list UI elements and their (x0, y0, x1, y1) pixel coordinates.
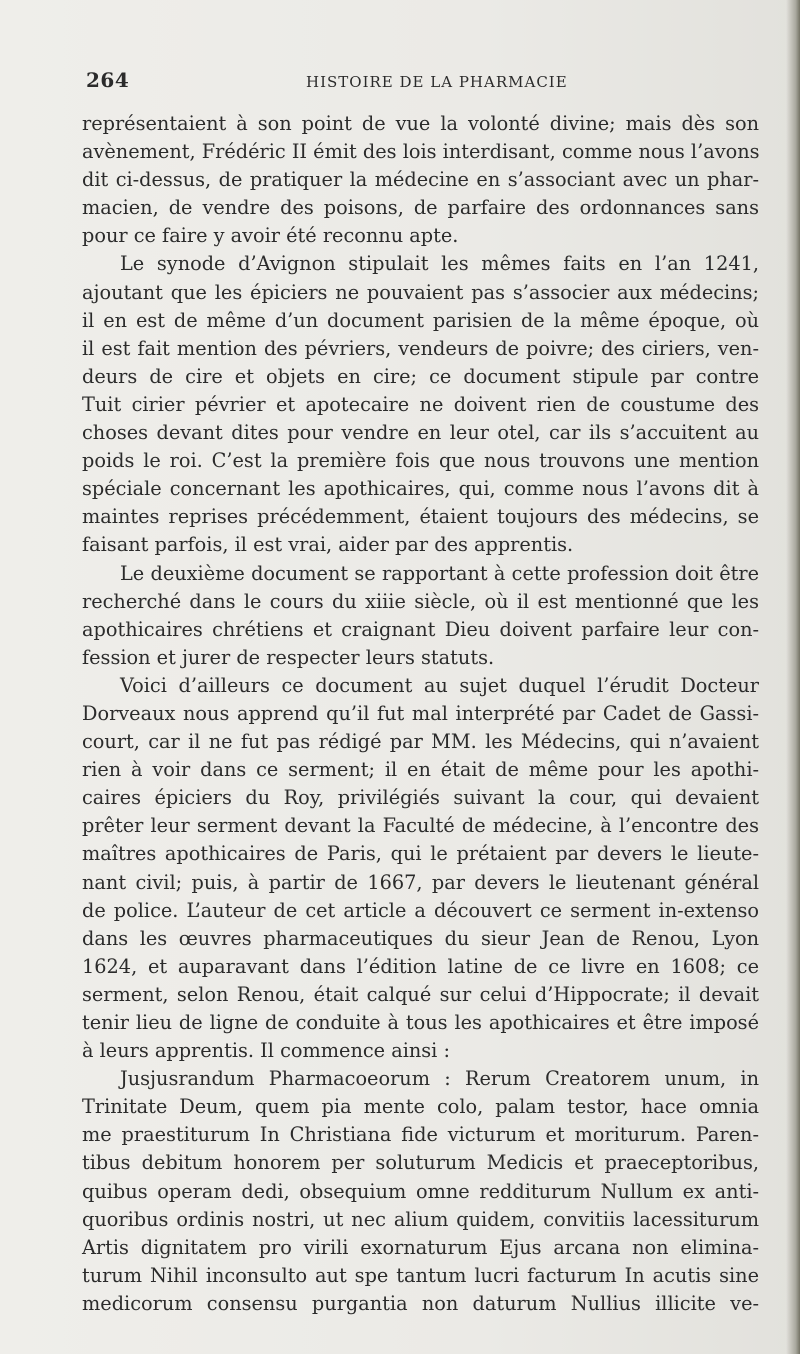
text-line: 1624, et auparavant dans l’édition latine de ce livre en 1608; ce (82, 954, 759, 978)
text-line: choses devant dites pour vendre en leur otel, car ils s’accuitent au (82, 421, 759, 445)
text-line: Voici d’ailleurs ce document au sujet duquel l’érudit Docteur (120, 673, 759, 697)
text-line: macien, de vendre des poisons, de parfaire des ordonnances sans (82, 196, 759, 220)
page-number: 264 (86, 68, 130, 92)
text-line: court, car il ne fut pas rédigé par MM. les Médecins, qui n’avaient (82, 730, 759, 754)
text-line: de police. L’auteur de cet article a découvert ce serment in-extenso (82, 898, 759, 922)
text-line: rien à voir dans ce serment; il en était de même pour les apothi- (82, 758, 759, 782)
text-line: tenir lieu de ligne de conduite à tous les apothicaires et être imposé (82, 1011, 759, 1034)
text-line: Le deuxième document se rapportant à cette profession doit être (120, 561, 759, 585)
text-line: deurs de cire et objets en cire; ce document stipule par contre (82, 364, 759, 388)
text-line: ajoutant que les épiciers ne pouvaient pas s’associer aux médecins; (82, 280, 759, 304)
text-line: pour ce faire y avoir été reconnu apte. (82, 224, 459, 248)
text-line: quibus operam dedi, obsequium omne redditurum Nullum ex anti- (82, 1179, 759, 1203)
text-line: il est fait mention des pévriers, vendeurs de poivre; des ciriers, ven- (82, 336, 759, 360)
text-line: Le synode d’Avignon stipulait les mêmes faits en l’an 1241, (120, 252, 759, 276)
text-line: quoribus ordinis nostri, ut nec alium quidem, convitiis lacessiturum (82, 1207, 759, 1231)
text-line: maîtres apothicaires de Paris, qui le prétaient par devers le lieute- (82, 842, 759, 866)
text-line: apothicaires chrétiens et craignant Dieu doivent parfaire leur con- (82, 617, 759, 641)
text-line: dit ci-dessus, de pratiquer la médecine en s’associant avec un phar- (82, 168, 759, 192)
text-line: Tuit cirier pévrier et apotecaire ne doivent rien de coustume des (82, 392, 759, 416)
text-line: Artis dignitatem pro virili exornaturum Ejus arcana non elimina- (82, 1235, 759, 1259)
text-line: faisant parfois, il est vrai, aider par des apprentis. (82, 533, 574, 557)
body-text (82, 110, 759, 1318)
text-line: maintes reprises précédemment, étaient toujours des médecins, se (82, 505, 759, 529)
page-header (86, 68, 726, 98)
text-line: medicorum consensu purgantia non daturum Nullius illicite ve- (82, 1291, 759, 1315)
text-line: turum Nihil inconsulto aut spe tantum lucri facturum In acutis sine (82, 1263, 759, 1287)
text-line: Trinitate Deum, quem pia mente colo, palam testor, hace omnia (82, 1095, 759, 1119)
text-line: à leurs apprentis. Il commence ainsi : (82, 1039, 450, 1063)
text-line: Dorveaux nous apprend qu’il fut mal interprété par Cadet de Gassi- (82, 701, 759, 725)
text-line: il en est de même d’un document parisien de la même époque, où (82, 308, 759, 332)
text-line: prêter leur serment devant la Faculté de médecine, à l’encontre des (82, 814, 759, 838)
text-line: nant civil; puis, à partir de 1667, par devers le lieutenant général (82, 870, 759, 894)
text-line: serment, selon Renou, était calqué sur celui d’Hippocrate; il devait (82, 982, 759, 1006)
text-line: avènement, Frédéric II émit des lois interdisant, comme nous l’avons (82, 140, 760, 164)
text-line: fession et jurer de respecter leurs statuts. (82, 645, 495, 669)
text-line: spéciale concernant les apothicaires, qui, comme nous l’avons dit à (82, 477, 759, 501)
text-line: caires épiciers du Roy, privilégiés suivant la cour, qui devaient (82, 786, 759, 810)
text-line: me praestiturum In Christiana fide victurum et moriturum. Paren- (82, 1123, 759, 1147)
text-line: Jusjusrandum Pharmacoeorum : Rerum Creatorem unum, in (120, 1067, 759, 1091)
text-line: dans les œuvres pharmaceutiques du sieur Jean de Renou, Lyon (82, 926, 759, 950)
text-line: recherché dans le cours du xiiie siècle, où il est mentionné que les (82, 589, 759, 613)
text-line: représentaient à son point de vue la volonté divine; mais dès son (82, 112, 759, 135)
text-line: poids le roi. C’est la première fois que nous trouvons une mention (82, 449, 759, 473)
text-line: tibus debitum honorem per soluturum Medicis et praeceptoribus, (82, 1151, 759, 1175)
running-head: HISTOIRE DE LA PHARMACIE (306, 73, 568, 91)
page-edge-shadow (786, 0, 800, 1354)
